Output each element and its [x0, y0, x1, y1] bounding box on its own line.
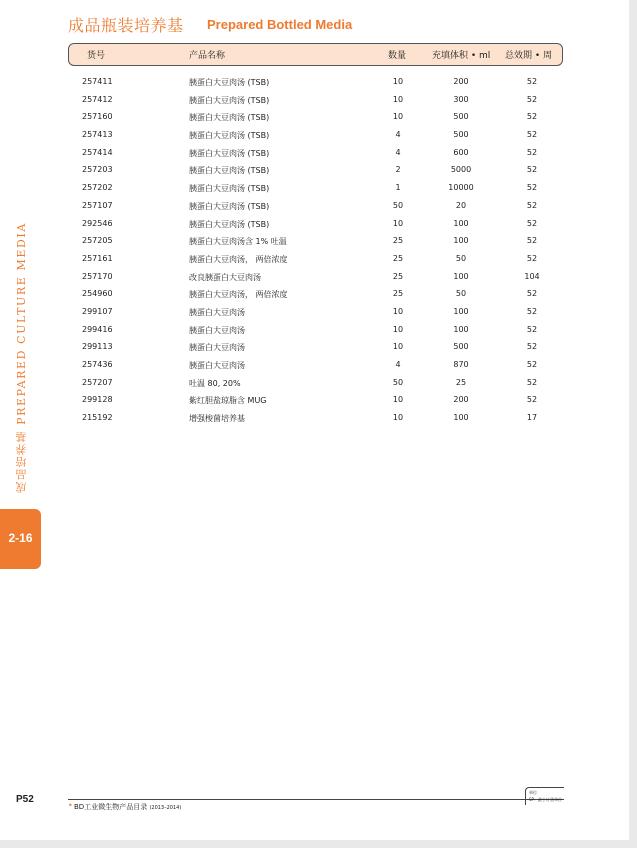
chapter-tab-label: 2-16 [8, 531, 33, 545]
cell-volume: 870 [453, 360, 469, 369]
cell-volume: 600 [453, 147, 469, 157]
cell-shelf-life: 104 [524, 271, 540, 281]
cell-qty: 10 [392, 413, 404, 423]
cell-code: 257412 [82, 94, 113, 104]
cell-qty: 4 [395, 360, 401, 369]
cell-shelf-life: 52 [526, 130, 538, 140]
cell-volume: 50 [455, 289, 467, 299]
cell-shelf-life: 52 [526, 306, 538, 316]
cell-code: 257436 [82, 360, 113, 369]
table-header [68, 43, 563, 66]
cell-shelf-life: 52 [526, 395, 538, 405]
cell-volume: 100 [453, 306, 469, 316]
footer-rule [68, 799, 564, 800]
cell-volume: 200 [453, 395, 469, 405]
cell-qty: 10 [392, 112, 404, 122]
cell-qty: 4 [395, 147, 401, 157]
cell-code: 257205 [82, 236, 113, 246]
cell-code: 257161 [82, 253, 113, 263]
cell-volume: 10000 [448, 183, 474, 193]
cell-volume: 50 [455, 253, 467, 263]
cell-name: 胰蛋白大豆肉汤， 两倍浓度 [189, 290, 288, 300]
cell-qty: 10 [392, 306, 404, 316]
cell-qty: 25 [392, 236, 404, 246]
table-row [0, 375, 637, 393]
cell-volume: 100 [453, 413, 469, 423]
catalog-title-text: BD工业微生物产品目录 [74, 803, 148, 811]
cell-name: 增强梭菌培养基 [189, 414, 245, 424]
cell-code: 257413 [82, 130, 113, 140]
cell-name: 胰蛋白大豆肉汤 (TSB) [189, 95, 270, 105]
chapter-tab[interactable] [0, 509, 41, 569]
page-title-en: Prepared Bottled Media [207, 17, 353, 32]
cell-shelf-life: 52 [526, 253, 538, 263]
catalog-title [74, 802, 181, 812]
product-table-body [0, 74, 637, 428]
cell-volume: 20 [455, 200, 467, 210]
cell-name: 吐温 80, 20% [189, 378, 241, 388]
cell-code: 292546 [82, 218, 113, 228]
cell-volume: 5000 [450, 165, 472, 175]
cell-name: 胰蛋白大豆肉汤 (TSB) [189, 131, 270, 141]
column-header-qty: 数量 [388, 51, 407, 61]
cell-shelf-life: 52 [526, 147, 538, 157]
table-row [0, 74, 637, 92]
cell-name: 胰蛋白大豆肉汤 (TSB) [189, 78, 270, 87]
cell-code: 257107 [82, 200, 113, 210]
cell-shelf-life: 52 [526, 94, 538, 104]
cell-code: 299128 [82, 395, 113, 405]
table-row [0, 357, 637, 375]
cell-qty: 10 [392, 94, 404, 104]
cell-code: 215192 [82, 413, 113, 423]
legend-line-2: SP：最小订货单位 [529, 797, 562, 802]
table-row [0, 145, 637, 163]
cell-shelf-life: 52 [526, 77, 538, 86]
catalog-year: (2013–2014) [149, 805, 182, 811]
cell-volume: 500 [453, 130, 469, 140]
cell-shelf-life: 52 [526, 165, 538, 175]
cell-qty: 10 [392, 324, 404, 334]
cell-shelf-life: 52 [526, 236, 538, 246]
cell-qty: 10 [392, 395, 404, 405]
table-row [0, 233, 637, 251]
page-number: P52 [16, 794, 34, 805]
cell-code: 299416 [82, 324, 113, 334]
cell-name: 胰蛋白大豆肉汤 [189, 361, 245, 370]
cell-code: 257202 [82, 183, 113, 193]
table-row [0, 127, 637, 145]
table-row [0, 339, 637, 357]
cell-shelf-life: 17 [526, 413, 538, 423]
cell-volume: 100 [453, 271, 469, 281]
cell-qty: 1 [395, 183, 401, 193]
cell-volume: 25 [455, 377, 467, 387]
cell-name: 胰蛋白大豆肉汤 [189, 343, 245, 353]
cell-code: 257170 [82, 271, 113, 281]
table-row [0, 216, 637, 234]
cell-code: 299107 [82, 306, 113, 316]
cell-volume: 100 [453, 218, 469, 228]
column-header-shelf-life: 总效期 • 周 [505, 51, 553, 61]
cell-name: 胰蛋白大豆肉汤 (TSB) [189, 219, 270, 229]
cell-shelf-life: 52 [526, 200, 538, 210]
cell-shelf-life: 52 [526, 324, 538, 334]
cell-volume: 100 [453, 236, 469, 246]
table-row [0, 410, 637, 428]
cell-name: 改良胰蛋白大豆肉汤 [189, 272, 261, 282]
cell-shelf-life: 52 [526, 112, 538, 122]
cell-qty: 4 [395, 130, 401, 140]
cell-code: 257203 [82, 165, 113, 175]
cell-volume: 200 [453, 77, 469, 86]
page-edge-shadow-bottom [0, 840, 637, 848]
cell-qty: 10 [392, 218, 404, 228]
sidebar-section-label: 成品培养基 PREPARED CULTURE MEDIA [15, 222, 28, 493]
cell-code: 257160 [82, 112, 113, 122]
cell-qty: 25 [392, 271, 404, 281]
column-header-name: 产品名称 [189, 51, 226, 61]
table-row [0, 269, 637, 287]
cell-volume: 500 [453, 112, 469, 122]
cell-qty: 25 [392, 253, 404, 263]
cell-name: 胰蛋白大豆肉汤 (TSB) [189, 201, 270, 211]
column-header-code: 货号 [87, 51, 106, 61]
table-row [0, 109, 637, 127]
cell-name: 胰蛋白大豆肉汤 (TSB) [189, 166, 270, 176]
page-title-cn: 成品瓶装培养基 [68, 16, 184, 35]
cell-name: 胰蛋白大豆肉汤 [189, 307, 245, 317]
cell-qty: 50 [392, 377, 404, 387]
cell-name: 胰蛋白大豆肉汤 [189, 325, 245, 335]
bullet-icon: • [68, 801, 73, 810]
table-row [0, 392, 637, 410]
table-row [0, 251, 637, 269]
table-row [0, 304, 637, 322]
cell-shelf-life: 52 [526, 218, 538, 228]
cell-qty: 2 [395, 165, 401, 175]
cell-qty: 10 [392, 342, 404, 352]
cell-name: 胰蛋白大豆肉汤 (TSB) [189, 148, 270, 158]
table-row [0, 92, 637, 110]
table-row [0, 162, 637, 180]
cell-name: 胰蛋白大豆肉汤 (TSB) [189, 113, 270, 123]
cell-volume: 300 [453, 94, 469, 104]
cell-code: 257207 [82, 377, 113, 387]
table-row [0, 286, 637, 304]
cell-code: 257414 [82, 147, 113, 157]
cell-qty: 50 [392, 200, 404, 210]
cell-code: 254960 [82, 289, 113, 299]
table-row [0, 322, 637, 340]
cell-shelf-life: 52 [526, 377, 538, 387]
cell-volume: 100 [453, 324, 469, 334]
cell-name: 胰蛋白大豆肉汤含 1% 吐温 [189, 237, 287, 247]
cell-code: 257411 [82, 77, 113, 86]
unit-legend [525, 787, 564, 805]
cell-shelf-life: 52 [526, 183, 538, 193]
cell-code: 299113 [82, 342, 113, 352]
table-row [0, 180, 637, 198]
cell-shelf-life: 52 [526, 289, 538, 299]
cell-qty: 10 [392, 77, 404, 86]
cell-qty: 25 [392, 289, 404, 299]
column-header-volume: 充填体积 • ml [432, 51, 491, 61]
table-row [0, 198, 637, 216]
cell-name: 胰蛋白大豆肉汤， 两倍浓度 [189, 254, 288, 264]
cell-name: 紫红胆盐琼脂含 MUG [189, 396, 267, 406]
cell-name: 胰蛋白大豆肉汤 (TSB) [189, 184, 270, 194]
cell-shelf-life: 52 [526, 360, 538, 369]
cell-shelf-life: 52 [526, 342, 538, 352]
cell-volume: 500 [453, 342, 469, 352]
legend-line-1: 单位 [529, 790, 537, 795]
